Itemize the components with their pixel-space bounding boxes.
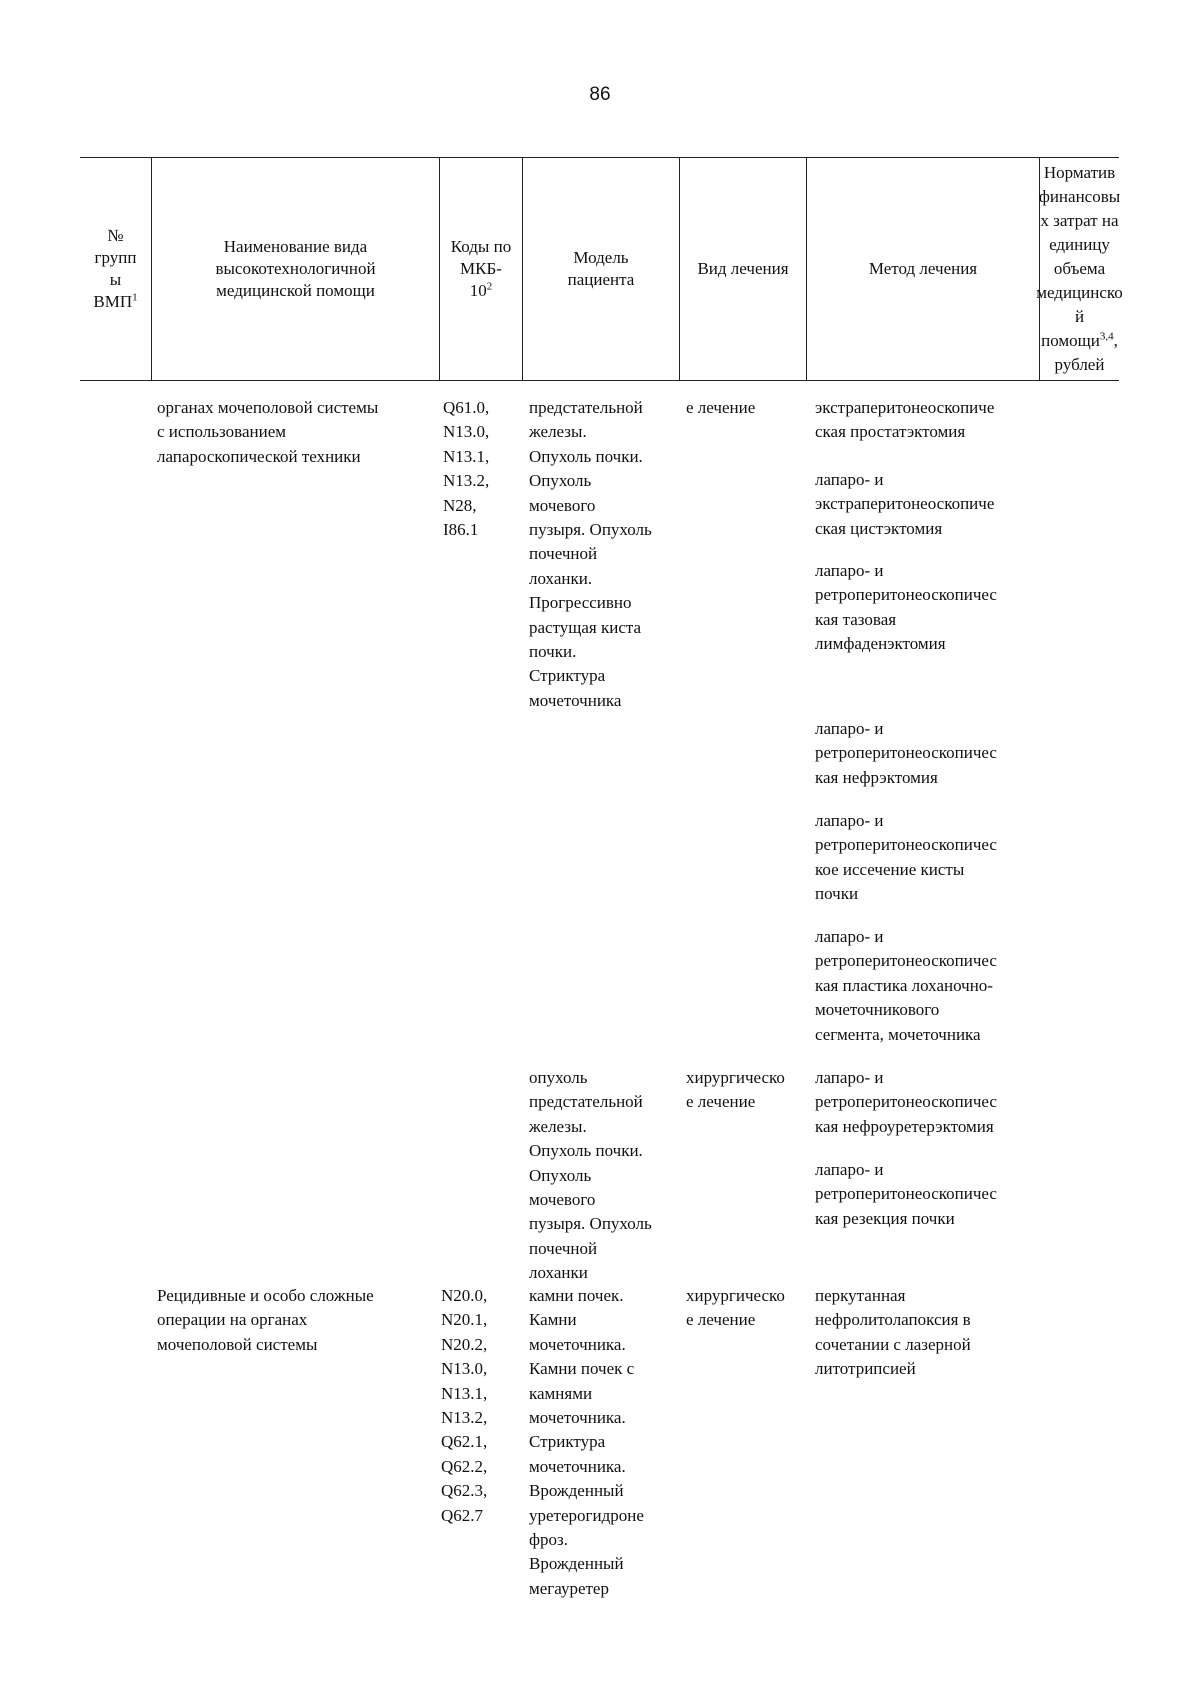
header-text: единицу — [1049, 235, 1110, 254]
cell-line: экстраперитонеоскопиче — [815, 494, 995, 514]
cell-line: ретроперитонеоскопичес — [815, 1184, 997, 1204]
cell-line: кая тазовая — [815, 609, 897, 629]
treatment-type: е лечение — [686, 398, 756, 417]
header-text: № — [107, 226, 124, 245]
header-text: групп — [94, 248, 137, 267]
cell-line: фроз. — [529, 1530, 568, 1550]
treatment-method — [815, 1066, 997, 1139]
header-text: Коды по — [450, 237, 512, 256]
treatment-type — [686, 1066, 785, 1115]
patient-model — [529, 1066, 652, 1286]
header-treatment-method — [807, 158, 1040, 380]
cell-line: Q61.0, — [443, 398, 490, 417]
header-text: пациента — [567, 270, 635, 289]
cell-line: N13.0, — [443, 422, 490, 442]
cell-line: Опухоль — [529, 471, 592, 491]
cell-line: мегауретер — [529, 1578, 609, 1598]
treatment-method — [815, 559, 997, 657]
care-type-name — [157, 396, 378, 469]
cell-line: е лечение — [686, 1310, 756, 1330]
header-text: й — [1074, 307, 1085, 326]
cell-line: мочеточника. — [529, 1408, 626, 1428]
cell-line: N20.2, — [441, 1334, 488, 1354]
cell-line: N20.0, — [441, 1286, 488, 1305]
cell-line: N13.1, — [441, 1383, 488, 1403]
cell-line: экстраперитонеоскопиче — [815, 398, 995, 417]
cell-line: лапаро- и — [815, 1068, 884, 1087]
cell-line: лапаро- и — [815, 927, 884, 946]
header-text: финансовы — [1038, 187, 1121, 206]
treatment-method — [815, 1158, 997, 1231]
cell-line: Врожденный — [529, 1481, 624, 1501]
treatment-type — [686, 1284, 785, 1333]
treatment-method — [815, 925, 997, 1047]
cell-line: операции на органах — [157, 1310, 308, 1330]
patient-model — [529, 396, 652, 713]
cell-line: кое иссечение кисты — [815, 859, 965, 879]
header-text: Наименование вида — [223, 237, 368, 256]
cell-line: Q62.1, — [441, 1432, 488, 1452]
cell-line: предстательной — [529, 1092, 643, 1112]
cell-line: камнями — [529, 1383, 593, 1403]
cell-line: литотрипсией — [815, 1359, 916, 1379]
cell-line: е лечение — [686, 1092, 756, 1112]
cell-line: кая резекция почки — [815, 1208, 955, 1228]
care-type-name — [157, 1284, 374, 1357]
header-text: помощи — [1041, 331, 1100, 350]
cell-line: ретроперитонеоскопичес — [815, 743, 997, 763]
cell-line: почки. — [529, 642, 577, 662]
header-cost-standard — [1036, 158, 1123, 380]
cell-line: железы. — [529, 422, 587, 442]
header-text: Норматив — [1043, 163, 1116, 182]
cell-line: ретроперитонеоскопичес — [815, 1092, 997, 1112]
treatment-method — [815, 809, 997, 907]
cell-line: ретроперитонеоскопичес — [815, 585, 997, 605]
header-text: ВМП — [93, 292, 133, 311]
cell-line: мочеточника. — [529, 1456, 626, 1476]
cell-line: N13.2, — [443, 471, 490, 491]
cell-line: ретроперитонеоскопичес — [815, 951, 997, 971]
cell-line: почечной — [529, 1238, 598, 1258]
header-text: , — [1113, 331, 1118, 350]
header-text: Вид лечения — [697, 259, 789, 278]
footnote-mark: 3,4 — [1099, 330, 1114, 343]
header-patient-model — [523, 158, 680, 380]
cell-line: хирургическо — [686, 1068, 785, 1087]
footnote-mark: 1 — [132, 291, 138, 304]
cell-line: Рецидивные и особо сложные — [157, 1286, 374, 1305]
cell-line: мочеполовой системы — [157, 1334, 318, 1354]
cell-line: перкутанная — [815, 1286, 906, 1305]
cell-line: N20.1, — [441, 1310, 488, 1330]
page-number: 86 — [589, 84, 611, 105]
patient-model — [529, 1284, 644, 1601]
cell-line: лапаро- и — [815, 719, 884, 738]
cell-line: ская простатэктомия — [815, 422, 966, 442]
cell-line: Опухоль — [529, 1165, 592, 1185]
cell-line: N13.2, — [441, 1408, 488, 1428]
cell-line: кая пластика лоханочно- — [815, 975, 993, 995]
cell-line: I86.1 — [443, 520, 479, 540]
header-text: Метод лечения — [868, 259, 978, 278]
cell-line: Q62.2, — [441, 1456, 488, 1476]
cell-line: Врожденный — [529, 1554, 624, 1574]
cell-line: сочетании с лазерной — [815, 1334, 971, 1354]
treatment-method — [815, 396, 994, 445]
cell-line: Камни почек с — [529, 1359, 635, 1379]
header-text: медицинско — [1036, 283, 1123, 302]
header-text: х затрат на — [1040, 211, 1119, 230]
header-text: 10 — [469, 281, 487, 300]
cell-line: Камни — [529, 1310, 577, 1330]
cell-line: Стриктура — [529, 666, 606, 686]
header-care-type — [152, 158, 440, 380]
cell-line: с использованием — [157, 422, 287, 442]
cell-line: пузыря. Опухоль — [529, 520, 652, 540]
cell-line: N13.1, — [443, 446, 490, 466]
cell-line: Q62.3, — [441, 1481, 488, 1501]
header-text: ы — [109, 270, 122, 289]
cell-line: ретроперитонеоскопичес — [815, 835, 997, 855]
cell-line: N13.0, — [441, 1359, 488, 1379]
cell-line: растущая киста — [529, 617, 642, 637]
cell-line: нефролитолапоксия в — [815, 1310, 971, 1330]
cell-line: камни почек. — [529, 1286, 624, 1305]
cell-line: почки — [815, 884, 859, 904]
cell-line: почечной — [529, 544, 598, 564]
cell-line: лапаро- и — [815, 811, 884, 830]
cell-line: кая нефроуретерэктомия — [815, 1116, 994, 1136]
cell-line: пузыря. Опухоль — [529, 1214, 652, 1234]
header-text: рублей — [1054, 355, 1105, 374]
cell-line: мочеточника. — [529, 1334, 626, 1354]
cell-line: опухоль — [529, 1068, 588, 1087]
cell-line: Q62.7 — [441, 1505, 484, 1525]
cell-line: органах мочеполовой системы — [157, 398, 379, 417]
treatment-method — [815, 1284, 971, 1382]
cell-line: кая нефрэктомия — [815, 767, 938, 787]
footnote-mark: 2 — [486, 280, 493, 293]
icd-codes — [443, 396, 489, 542]
icd-codes — [441, 1284, 487, 1528]
cell-line: лоханки. — [529, 568, 593, 588]
header-icd-codes — [440, 158, 523, 380]
cell-line: мочеточникового — [815, 1000, 940, 1020]
cell-line: лапаро- и — [815, 561, 884, 580]
cell-line: лапароскопической техники — [157, 446, 361, 466]
header-text: МКБ- — [460, 259, 502, 278]
cell-line: Опухоль почки. — [529, 446, 643, 466]
cell-line: мочевого — [529, 495, 596, 515]
cell-line: лоханки — [529, 1263, 588, 1283]
header-text: объема — [1053, 259, 1106, 278]
cell-line: уретерогидроне — [529, 1505, 644, 1525]
header-text: Модель — [573, 248, 629, 267]
cell-line: лапаро- и — [815, 1160, 884, 1179]
header-treatment-type — [680, 158, 807, 380]
cell-line: мочевого — [529, 1190, 596, 1210]
cell-line: Опухоль почки. — [529, 1141, 643, 1161]
cell-line: хирургическо — [686, 1286, 785, 1305]
header-group-number — [80, 158, 152, 380]
treatment-method — [815, 468, 994, 541]
cell-line: железы. — [529, 1116, 587, 1136]
table-header — [80, 157, 1123, 381]
cell-line: Прогрессивно — [529, 593, 632, 613]
treatment-method — [815, 717, 997, 790]
cell-line: N28, — [443, 495, 477, 515]
cell-line: сегмента, мочеточника — [815, 1024, 981, 1044]
cell-line: лимфаденэктомия — [815, 634, 946, 654]
header-text: медицинской помощи — [216, 281, 375, 300]
cell-line: мочеточника — [529, 690, 622, 710]
header-text: высокотехнологичной — [215, 259, 376, 278]
cell-line: предстательной — [529, 398, 643, 417]
cell-line: лапаро- и — [815, 470, 884, 489]
cell-line: ская цистэктомия — [815, 518, 943, 538]
cell-line: Стриктура — [529, 1432, 606, 1452]
